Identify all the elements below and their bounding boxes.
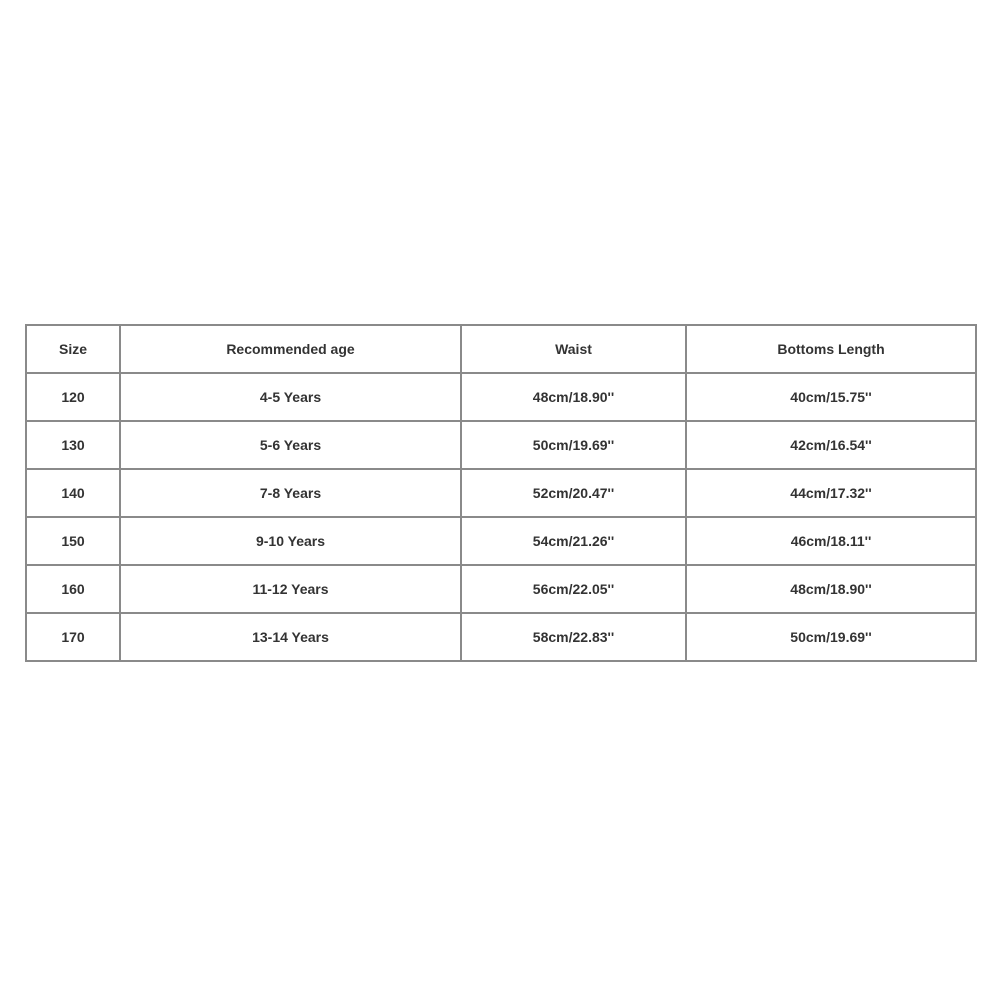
cell-size: 120 — [26, 373, 120, 421]
cell-size: 150 — [26, 517, 120, 565]
size-chart-table — [25, 324, 977, 662]
cell-bottoms-length: 42cm/16.54'' — [686, 421, 976, 469]
cell-bottoms-length: 40cm/15.75'' — [686, 373, 976, 421]
table-row — [26, 469, 976, 517]
cell-waist: 50cm/19.69'' — [461, 421, 686, 469]
cell-waist: 58cm/22.83'' — [461, 613, 686, 661]
cell-waist: 52cm/20.47'' — [461, 469, 686, 517]
cell-bottoms-length: 44cm/17.32'' — [686, 469, 976, 517]
header-waist: Waist — [461, 325, 686, 373]
table-row — [26, 373, 976, 421]
cell-recommended-age: 13-14 Years — [120, 613, 461, 661]
cell-size: 130 — [26, 421, 120, 469]
cell-recommended-age: 4-5 Years — [120, 373, 461, 421]
cell-recommended-age: 5-6 Years — [120, 421, 461, 469]
cell-bottoms-length: 46cm/18.11'' — [686, 517, 976, 565]
table-header-row — [26, 325, 976, 373]
cell-size: 170 — [26, 613, 120, 661]
cell-recommended-age: 9-10 Years — [120, 517, 461, 565]
cell-size: 160 — [26, 565, 120, 613]
header-size: Size — [26, 325, 120, 373]
cell-size: 140 — [26, 469, 120, 517]
header-recommended-age: Recommended age — [120, 325, 461, 373]
cell-bottoms-length: 48cm/18.90'' — [686, 565, 976, 613]
cell-bottoms-length: 50cm/19.69'' — [686, 613, 976, 661]
table-row — [26, 421, 976, 469]
cell-recommended-age: 11-12 Years — [120, 565, 461, 613]
cell-recommended-age: 7-8 Years — [120, 469, 461, 517]
cell-waist: 48cm/18.90'' — [461, 373, 686, 421]
table-row — [26, 517, 976, 565]
table-row — [26, 613, 976, 661]
cell-waist: 56cm/22.05'' — [461, 565, 686, 613]
header-bottoms-length: Bottoms Length — [686, 325, 976, 373]
table-row — [26, 565, 976, 613]
cell-waist: 54cm/21.26'' — [461, 517, 686, 565]
